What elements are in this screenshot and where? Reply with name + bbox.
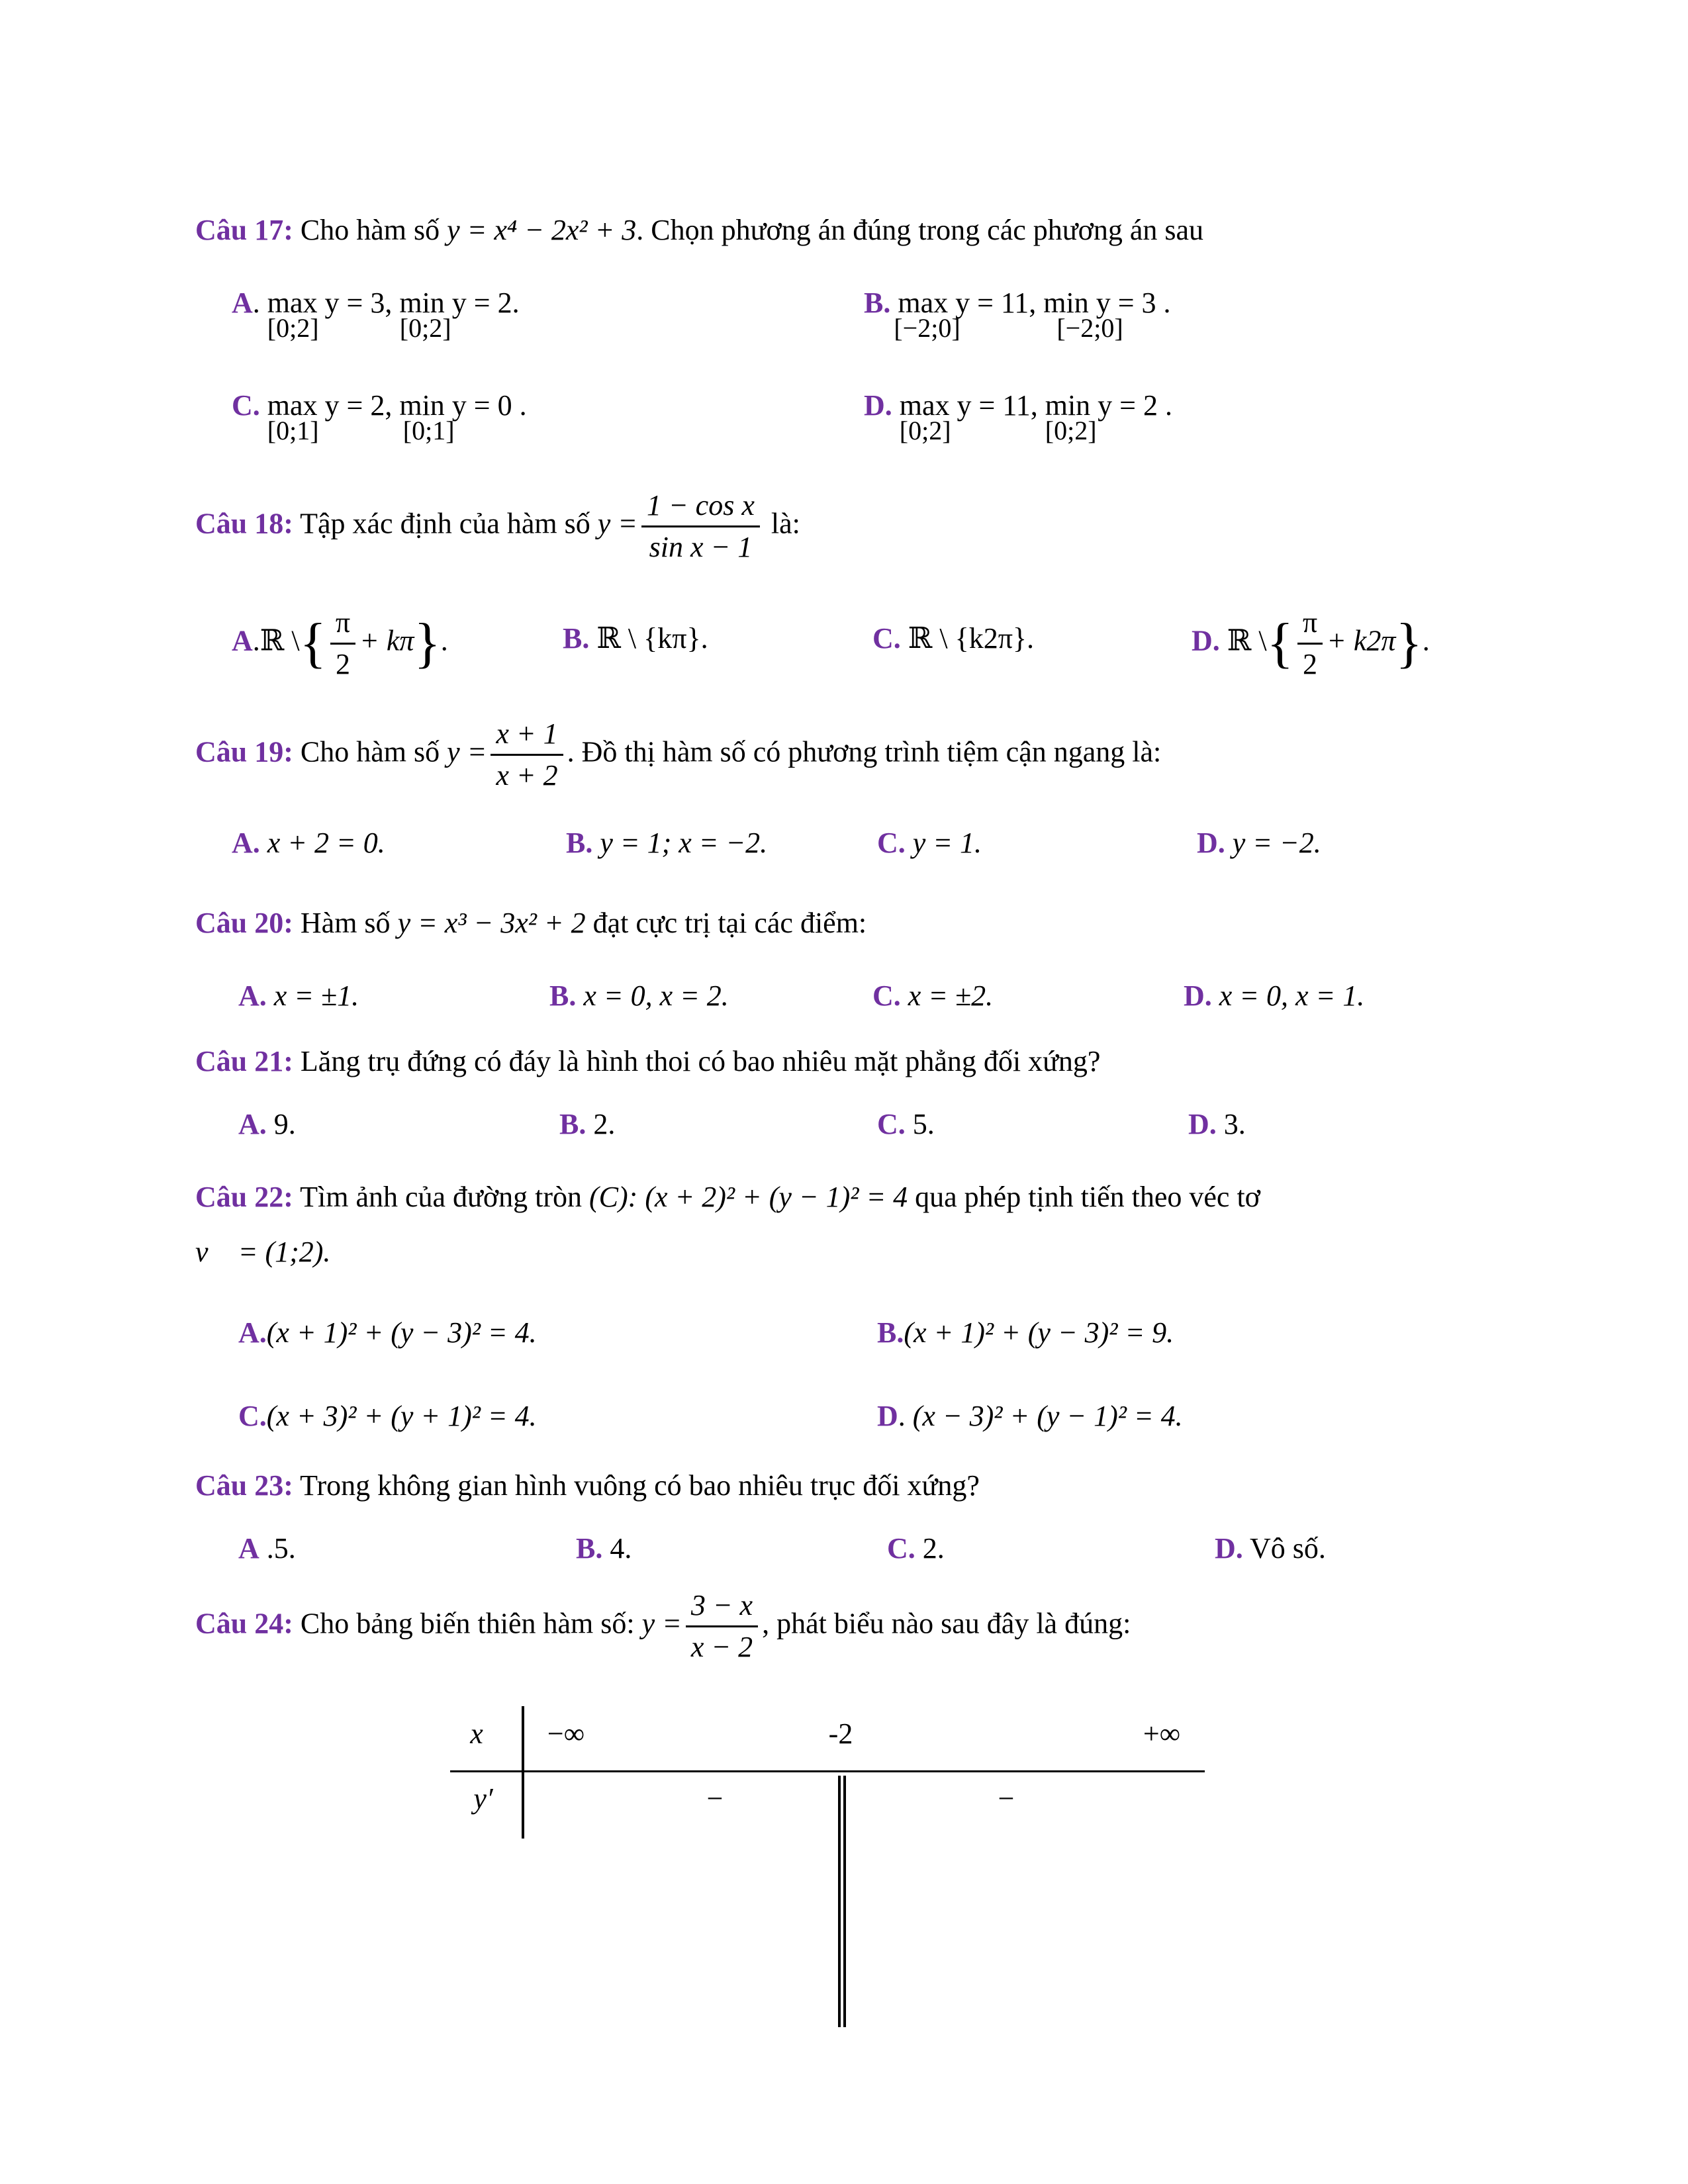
q18-option-a-fraction — [330, 606, 355, 682]
q21-option-b-label: B. — [559, 1108, 586, 1140]
q17-option-d-sub2: [0;2] — [1045, 416, 1097, 445]
question-22-line2 — [195, 1232, 330, 1272]
q22-option-c-label: C. — [238, 1400, 267, 1432]
q22-option-d-expr: (x − 3)² + (y − 1)² = 4. — [912, 1400, 1183, 1432]
question-19-label: Câu 19: — [195, 735, 293, 768]
q20-option-b-expr: x = 0, x = 2. — [583, 979, 729, 1012]
variation-table-asymptote-line-right — [843, 1776, 846, 2027]
q22-option-d-label: D — [877, 1400, 898, 1432]
q19-option-b[interactable] — [566, 823, 767, 863]
q20-option-d-label: D. — [1184, 979, 1212, 1012]
q22-option-c-expr: (x + 3)² + (y + 1)² = 4. — [266, 1400, 537, 1432]
q21-option-d-expr: 3. — [1223, 1108, 1246, 1140]
q18-option-a-end: . — [440, 624, 448, 657]
q21-option-c[interactable] — [877, 1105, 935, 1144]
q19-option-b-expr: y = 1; x = −2. — [600, 827, 768, 859]
q17-option-a[interactable] — [232, 283, 520, 343]
q23-option-a-label: A — [238, 1532, 259, 1565]
q23-option-d-label: D. — [1215, 1532, 1243, 1565]
question-22-formula: (C): (x + 2)² + (y − 1)² = 4 — [589, 1181, 908, 1213]
q17-option-c-expr: max y = 2, min y = 0 . — [267, 389, 527, 422]
q17-option-a-sep: . — [252, 287, 260, 319]
question-23-label: Câu 23: — [195, 1469, 293, 1502]
q22-option-b-label: B. — [877, 1316, 904, 1349]
q19-option-b-label: B. — [566, 827, 593, 859]
q23-option-b-label: B. — [576, 1532, 603, 1565]
question-18-fraction — [641, 488, 760, 565]
q17-option-c-sub2: [0;1] — [402, 416, 455, 445]
q21-option-a-label: A. — [238, 1108, 267, 1140]
question-20 — [195, 903, 867, 943]
question-24-text-a: Cho bảng biến thiên hàm số: — [293, 1607, 642, 1640]
variation-table-x-pos-inf: +∞ — [1143, 1717, 1181, 1750]
q17-option-b-expr-wrap — [894, 283, 1171, 343]
question-19-text-a: Cho hàm số — [293, 735, 447, 768]
q17-option-d-expr-wrap — [899, 386, 1172, 445]
q20-option-c-expr: x = ±2. — [908, 979, 994, 1012]
q20-option-c[interactable] — [872, 976, 993, 1016]
q19-option-c-expr: y = 1. — [912, 827, 982, 859]
q17-option-a-sub2: [0;2] — [399, 313, 451, 343]
q18-option-a[interactable] — [232, 606, 448, 682]
q23-option-a-expr: 5. — [273, 1532, 296, 1565]
question-18-label: Câu 18: — [195, 507, 293, 540]
q22-option-d[interactable] — [877, 1396, 1183, 1436]
q17-option-b-expr: max y = 11, min y = 3 . — [898, 287, 1171, 319]
q17-option-c[interactable] — [232, 386, 527, 445]
q23-option-c[interactable] — [887, 1529, 945, 1569]
question-19-fraction — [491, 717, 563, 793]
question-17 — [195, 210, 1203, 250]
q21-option-a-expr: 9. — [273, 1108, 296, 1140]
q17-option-a-sub1: [0;2] — [267, 313, 319, 343]
q23-option-d[interactable] — [1215, 1529, 1326, 1569]
q23-option-a[interactable] — [238, 1529, 296, 1569]
q23-option-c-expr: 2. — [922, 1532, 945, 1565]
q20-option-c-label: C. — [872, 979, 901, 1012]
q18-option-a-rbrace: } — [414, 612, 441, 674]
q17-option-a-expr-wrap — [267, 283, 520, 343]
q18-option-d-inner-rest: + k2π — [1327, 624, 1396, 657]
question-24-label: Câu 24: — [195, 1607, 293, 1640]
q20-option-d[interactable] — [1184, 976, 1364, 1016]
question-22-vector: v⃗ = (1;2). — [195, 1236, 331, 1268]
q17-option-d-sub1: [0;2] — [899, 416, 951, 445]
q18-option-b-expr: ℝ \ {kπ}. — [596, 622, 708, 655]
q19-option-a-label: A. — [232, 827, 260, 859]
question-21-label: Câu 21: — [195, 1045, 293, 1077]
q18-option-d-fraction — [1297, 606, 1323, 682]
question-17-text-a: Cho hàm số — [293, 214, 447, 246]
question-19-text-b: . Đồ thị hàm số có phương trình tiệm cận ngang là: — [567, 735, 1162, 768]
question-17-label: Câu 17: — [195, 214, 293, 246]
question-24-y-eq: y = — [641, 1607, 682, 1640]
q23-option-d-expr: Vô số. — [1250, 1532, 1326, 1565]
question-22-text-a: Tìm ảnh của đường tròn — [293, 1181, 590, 1213]
variation-table-yprime-label — [457, 1779, 510, 1819]
q22-option-d-sep: . — [898, 1400, 906, 1432]
question-18-denominator: sin x − 1 — [649, 531, 753, 563]
q18-option-d-end: . — [1422, 624, 1430, 657]
q18-option-a-lbrace: { — [299, 612, 326, 674]
q21-option-d[interactable] — [1188, 1105, 1246, 1144]
q17-option-b-sub1: [−2;0] — [894, 313, 961, 343]
q18-option-b[interactable] — [563, 619, 708, 659]
q22-option-c[interactable] — [238, 1396, 537, 1436]
q20-option-a-label: A. — [238, 979, 267, 1012]
q17-option-d-expr: max y = 11, min y = 2 . — [899, 389, 1172, 422]
q18-option-a-pre: ℝ \ — [259, 624, 300, 657]
q19-option-d[interactable] — [1197, 823, 1321, 863]
question-20-text-a: Hàm số — [293, 907, 398, 939]
q21-option-c-label: C. — [877, 1108, 906, 1140]
q18-option-d-lbrace: { — [1266, 612, 1293, 674]
q22-option-b[interactable] — [877, 1313, 1174, 1353]
question-19-denominator: x + 2 — [496, 759, 558, 792]
variation-table-sign-left: − — [706, 1782, 724, 1815]
q18-option-d-label: D. — [1192, 624, 1220, 657]
q17-option-b-sub2: [−2;0] — [1056, 313, 1123, 343]
q23-option-b[interactable] — [576, 1529, 632, 1569]
question-21 — [195, 1042, 1100, 1081]
q19-option-c-label: C. — [877, 827, 906, 859]
q21-option-b-expr: 2. — [593, 1108, 616, 1140]
q17-option-a-label: A — [232, 287, 253, 319]
variation-table-x-label — [457, 1714, 496, 1754]
q18-option-a-inner-num: π — [330, 606, 355, 645]
q18-option-c-expr: ℝ \ {k2π}. — [908, 622, 1035, 655]
q18-option-d-inner-num: π — [1297, 606, 1323, 645]
q18-option-a-inner-rest: + kπ — [359, 624, 414, 657]
q17-option-b[interactable] — [864, 283, 1171, 343]
question-24-text-b: , phát biểu nào sau đây là đúng: — [762, 1607, 1131, 1640]
q22-option-a-expr: (x + 1)² + (y − 3)² = 4. — [266, 1316, 537, 1349]
variation-table-x-asymptote: -2 — [828, 1717, 853, 1750]
q18-option-b-label: B. — [563, 622, 590, 655]
q17-option-a-expr: max y = 3, min y = 2. — [267, 287, 520, 319]
q22-option-b-expr: (x + 1)² + (y − 3)² = 9. — [904, 1316, 1174, 1349]
q20-option-a-expr: x = ±1. — [273, 979, 359, 1012]
variation-table-asymptote-line-left — [838, 1776, 841, 2027]
question-23-text: Trong không gian hình vuông có bao nhiêu trục đối xứng? — [293, 1469, 980, 1502]
q18-option-a-label: A — [232, 624, 253, 657]
variation-table-x-label-text: x — [470, 1717, 483, 1750]
question-18-text-b: là: — [763, 507, 800, 540]
q19-option-d-label: D. — [1197, 827, 1225, 859]
question-19 — [195, 717, 1161, 793]
q20-option-a[interactable] — [238, 976, 359, 1016]
q17-option-c-label: C. — [232, 389, 260, 422]
q18-option-a-inner-den: 2 — [336, 648, 351, 680]
q18-option-d-inner-den: 2 — [1303, 648, 1318, 680]
q22-option-a[interactable] — [238, 1313, 537, 1353]
question-24-denominator: x − 2 — [690, 1631, 753, 1663]
question-17-formula: y = x⁴ − 2x² + 3 — [447, 214, 637, 246]
q20-option-b[interactable] — [549, 976, 729, 1016]
question-20-text-b: đạt cực trị tại các điểm: — [585, 907, 867, 939]
question-20-formula: y = x³ − 3x² + 2 — [397, 907, 586, 939]
q23-option-b-expr: 4. — [610, 1532, 632, 1565]
q20-option-d-expr: x = 0, x = 1. — [1219, 979, 1365, 1012]
question-19-numerator: x + 1 — [491, 717, 563, 756]
q19-option-a-expr: x + 2 = 0. — [267, 827, 385, 859]
question-24 — [195, 1588, 1131, 1664]
q19-option-d-expr: y = −2. — [1232, 827, 1321, 859]
q17-option-c-sub1: [0;1] — [267, 416, 319, 445]
q21-option-d-label: D. — [1188, 1108, 1217, 1140]
question-24-numerator: 3 − x — [686, 1588, 758, 1627]
q17-option-d-label: D. — [864, 389, 892, 422]
q23-option-a-sep: . — [259, 1532, 274, 1565]
question-23 — [195, 1466, 980, 1506]
question-18-numerator: 1 − cos x — [641, 488, 760, 527]
variation-table-label-divider — [522, 1706, 524, 1839]
q21-option-b[interactable] — [559, 1105, 615, 1144]
question-24-fraction — [686, 1588, 758, 1664]
question-22 — [195, 1177, 1483, 1217]
q17-option-d[interactable] — [864, 386, 1172, 445]
q18-option-d-rbrace: } — [1395, 612, 1423, 674]
q19-option-a[interactable] — [232, 823, 385, 863]
q21-option-c-expr: 5. — [912, 1108, 935, 1140]
question-18 — [195, 488, 800, 565]
variation-table-sign-right: − — [998, 1782, 1015, 1815]
q18-option-a-sep: . — [252, 624, 260, 657]
question-22-label: Câu 22: — [195, 1181, 293, 1213]
q18-option-d-pre: ℝ \ — [1227, 624, 1267, 657]
question-18-text-a: Tập xác định của hàm số — [293, 507, 598, 540]
question-17-text-b: . Chọn phương án đúng trong các phương án sau — [636, 214, 1204, 246]
q18-option-d[interactable] — [1192, 606, 1430, 682]
question-19-y-eq: y = — [447, 735, 487, 768]
question-18-y-eq: y = — [597, 507, 637, 540]
variation-table-x-neg-inf: −∞ — [547, 1717, 585, 1750]
variation-table-row-divider — [450, 1770, 1205, 1772]
q19-option-c[interactable] — [877, 823, 982, 863]
question-20-label: Câu 20: — [195, 907, 293, 939]
q23-option-c-label: C. — [887, 1532, 915, 1565]
q17-option-b-label: B. — [864, 287, 891, 319]
question-22-text-b: qua phép tịnh tiến theo véc tơ — [908, 1181, 1260, 1213]
q21-option-a[interactable] — [238, 1105, 296, 1144]
variation-table-yprime-label-text: y′ — [473, 1782, 493, 1815]
q20-option-b-label: B. — [549, 979, 577, 1012]
q22-option-a-label: A. — [238, 1316, 267, 1349]
q18-option-c[interactable] — [872, 619, 1034, 659]
q18-option-c-label: C. — [872, 622, 901, 655]
q17-option-c-expr-wrap — [267, 386, 527, 445]
question-21-text: Lăng trụ đứng có đáy là hình thoi có bao nhiêu mặt phẳng đối xứng? — [293, 1045, 1101, 1077]
